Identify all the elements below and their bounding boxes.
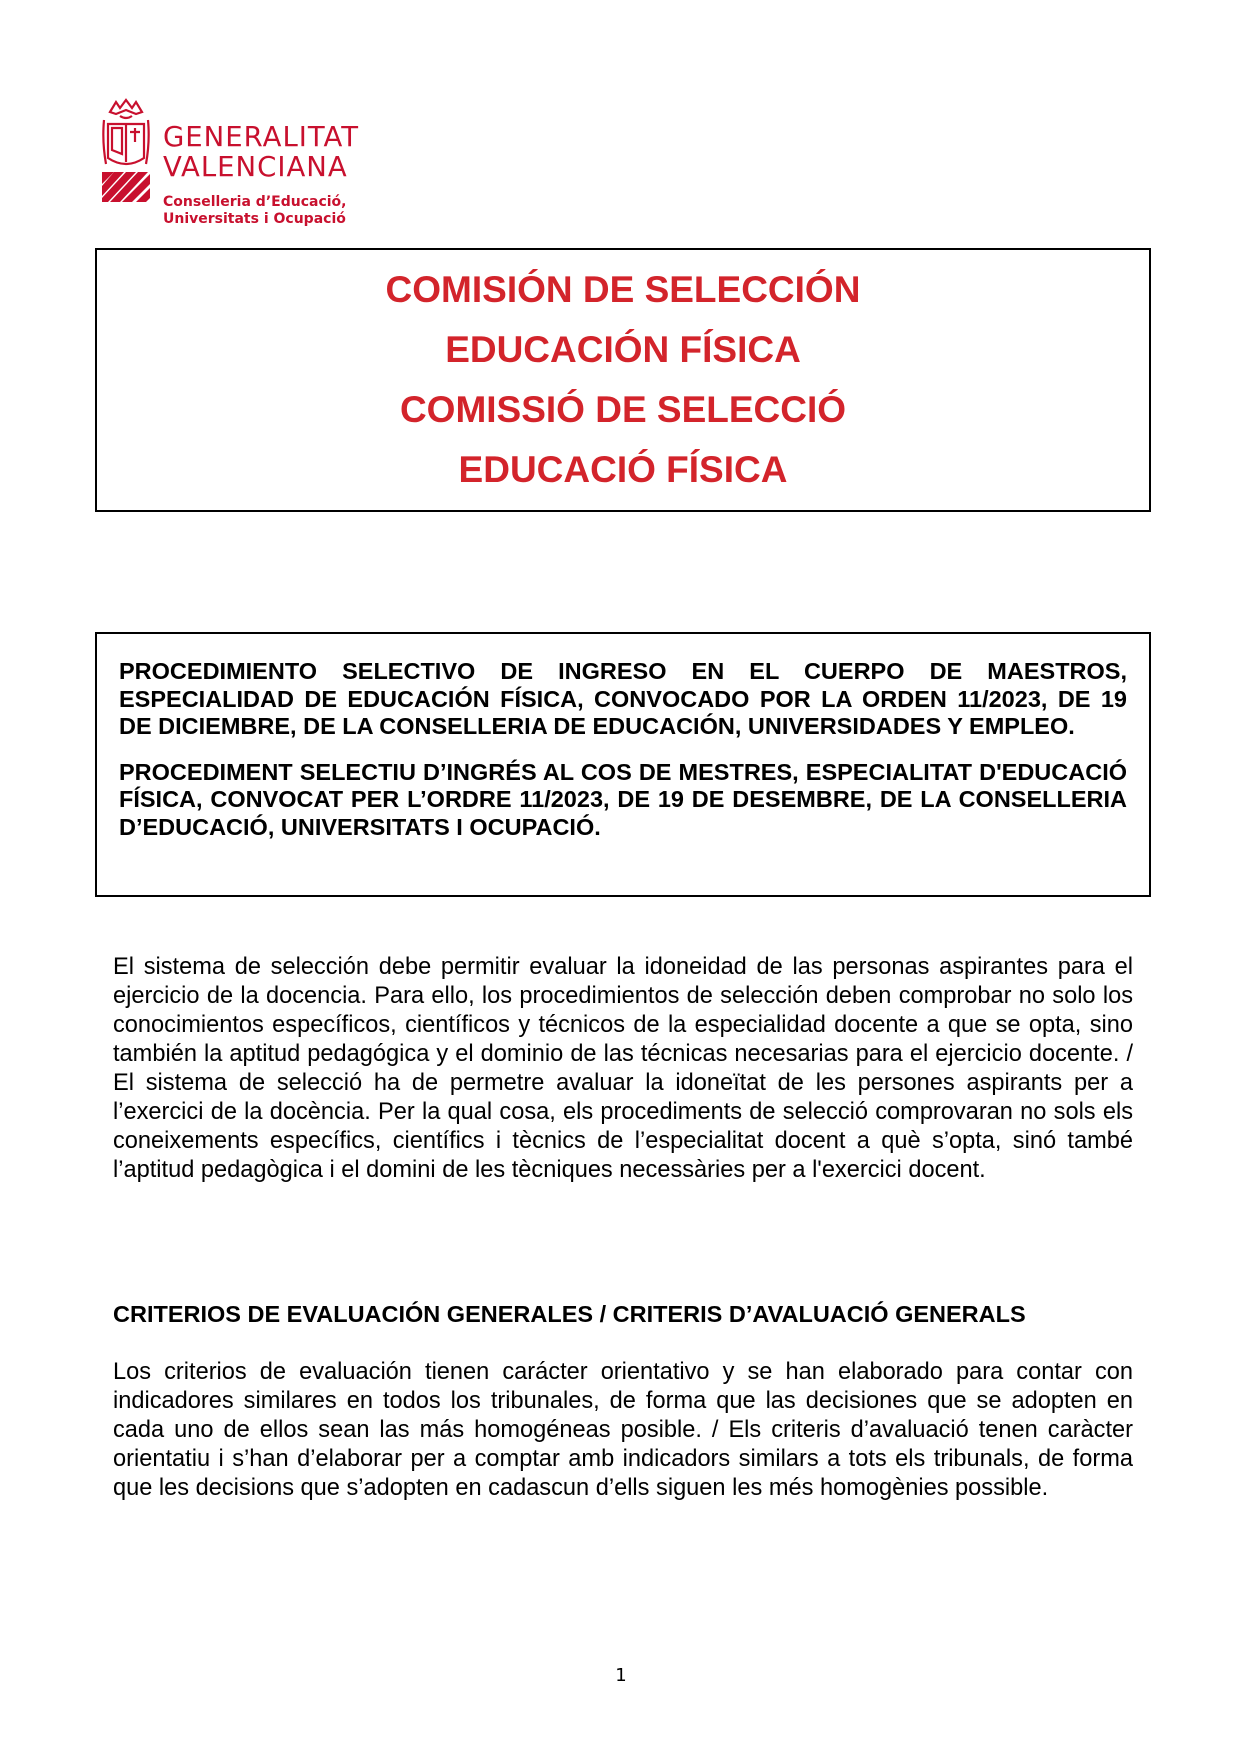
generalitat-crest-icon xyxy=(100,98,152,210)
title-line-1: COMISIÓN DE SELECCIÓN xyxy=(385,269,861,310)
department-name xyxy=(163,194,346,228)
title-line-3: COMISSIÓ DE SELECCIÓ xyxy=(399,389,847,430)
page-number: 1 xyxy=(615,1665,627,1686)
institution-name-line2: VALENCIANA xyxy=(163,151,348,183)
intro-paragraph: El sistema de selección debe permitir evaluar la idoneidad de las personas aspirantes para el ejercicio de la docencia. Para ello, los procedimientos de selección deben comprobar no solo los conocimientos específicos, científicos y técnicos de la especialidad docente a que se opta, sino también la aptitud pedagógica y el dominio de las técnicas necesarias para el ejercicio docente. / El sistema de selecció ha de permetre avaluar la idoneïtat de les persones aspirants per a l’exercici de la docència. Per la qual cosa, els procediments de selecció comprovaran no sols els coneixements específics, científics i tècnics de l’especialitat docent a què s’opta, sinó també l’aptitud pedagògica i el domini de les tècniques necessàries per a l'exercici docent. xyxy=(113,954,1133,1183)
title-line-4: EDUCACIÓ FÍSICA xyxy=(458,449,788,490)
department-name-line2: Universitats i Ocupació xyxy=(163,211,346,227)
criteria-heading: CRITERIOS DE EVALUACIÓN GENERALES / CRITERIS D’AVALUACIÓ GENERALS xyxy=(113,1301,1026,1327)
procedure-text-spanish: PROCEDIMIENTO SELECTIVO DE INGRESO EN EL CUERPO DE MAESTROS, ESPECIALIDAD DE EDUCACIÓN FÍSICA, CONVOCADO POR LA ORDEN 11/2023, DE 19 DE DICIEMBRE, DE LA CONSELLERIA DE EDUCACIÓN, UNIVERSIDADES Y EMPLEO. xyxy=(119,658,1127,739)
institution-name-line1: GENERALITAT xyxy=(163,121,360,153)
department-name-line1: Conselleria d’Educació, xyxy=(163,194,347,210)
title-box xyxy=(95,248,1151,512)
criteria-paragraph: Los criterios de evaluación tienen carácter orientativo y se han elaborado para contar con indicadores similares en todos los tribunales, de forma que las decisiones que se adopten en cada uno de ellos sean las más homogéneas posible. / Els criteris d’avaluació tenen caràcter orientatiu i s’han d’elaborar per a comptar amb indicadors similars a tots els tribunals, de forma que les decisions que s’adopten en cadascun d’ells siguen les més homogènies possible. xyxy=(113,1359,1133,1501)
generalitat-logo xyxy=(100,98,400,228)
institution-name xyxy=(163,122,359,182)
procedure-box xyxy=(95,632,1151,897)
title-line-2: EDUCACIÓN FÍSICA xyxy=(445,329,801,370)
procedure-text-valencian: PROCEDIMENT SELECTIU D’INGRÉS AL COS DE MESTRES, ESPECIALITAT D'EDUCACIÓ FÍSICA, CONVOCAT PER L’ORDRE 11/2023, DE 19 DE DESEMBRE, DE LA CONSELLERIA D’EDUCACIÓ, UNIVERSITATS I OCUPACIÓ. xyxy=(119,758,1127,840)
